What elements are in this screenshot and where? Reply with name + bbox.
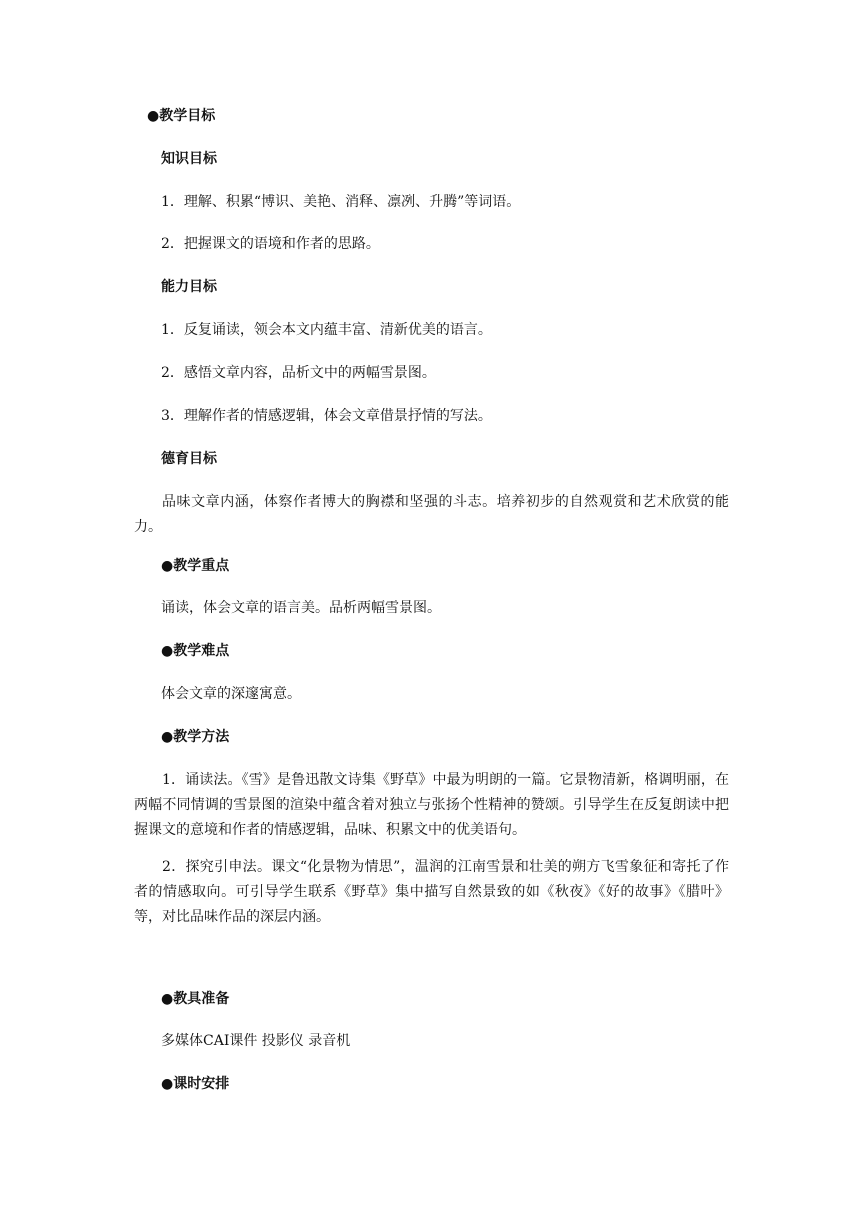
heading-key-points: ●教学重点 (161, 558, 230, 574)
ability-item-2: 2．感悟文章内容，品析文中的两幅雪景图。 (161, 365, 436, 381)
heading-difficulties: ●教学难点 (161, 643, 230, 659)
heading-tools: ●教具准备 (161, 991, 230, 1007)
moral-goals-text: 品味文章内涵，体察作者博大的胸襟和坚强的斗志。培养初步的自然观赏和艺术欣赏的能力。 (134, 494, 729, 535)
heading-schedule: ●课时安排 (161, 1076, 230, 1092)
knowledge-item-1: 1．理解、积累“博识、美艳、消释、凛冽、升腾”等词语。 (161, 194, 521, 210)
ability-item-3: 3．理解作者的情感逻辑，体会文章借景抒情的写法。 (161, 408, 492, 424)
knowledge-item-2: 2．把握课文的语境和作者的思路。 (161, 236, 380, 252)
subheading-knowledge-goals: 知识目标 (161, 151, 217, 167)
tools-text: 多媒体CAI课件 投影仪 录音机 (161, 1033, 351, 1049)
heading-teaching-goals: ●教学目标 (147, 108, 216, 124)
method-item-2: 2．探究引申法。课文“化景物为情思”，温润的江南雪景和壮美的朔方飞雪象征和寄托了作者的情感取向。可引导学生联系《野草》集中描写自然景致的如《秋夜》《好的故事》《腊叶》等，对比品味作品的深层内涵。 (134, 859, 729, 925)
ability-item-1: 1．反复诵读，领会本文内蕴丰富、清新优美的语言。 (161, 322, 492, 338)
heading-methods: ●教学方法 (161, 729, 230, 745)
method-item-1: 1．诵读法。《雪》是鲁迅散文诗集《野草》中最为明朗的一篇。它景物清新，格调明丽，在两幅不同情调的雪景图的渲染中蕴含着对独立与张扬个性精神的赞颂。引导学生在反复朗读中把握课文的意境和作者的情感逻辑，品味、积累文中的优美语句。 (134, 772, 729, 838)
subheading-moral-goals: 德育目标 (161, 451, 217, 467)
difficulties-text: 体会文章的深邃寓意。 (161, 686, 301, 702)
subheading-ability-goals: 能力目标 (161, 279, 217, 295)
key-points-text: 诵读，体会文章的语言美。品析两幅雪景图。 (161, 600, 441, 616)
